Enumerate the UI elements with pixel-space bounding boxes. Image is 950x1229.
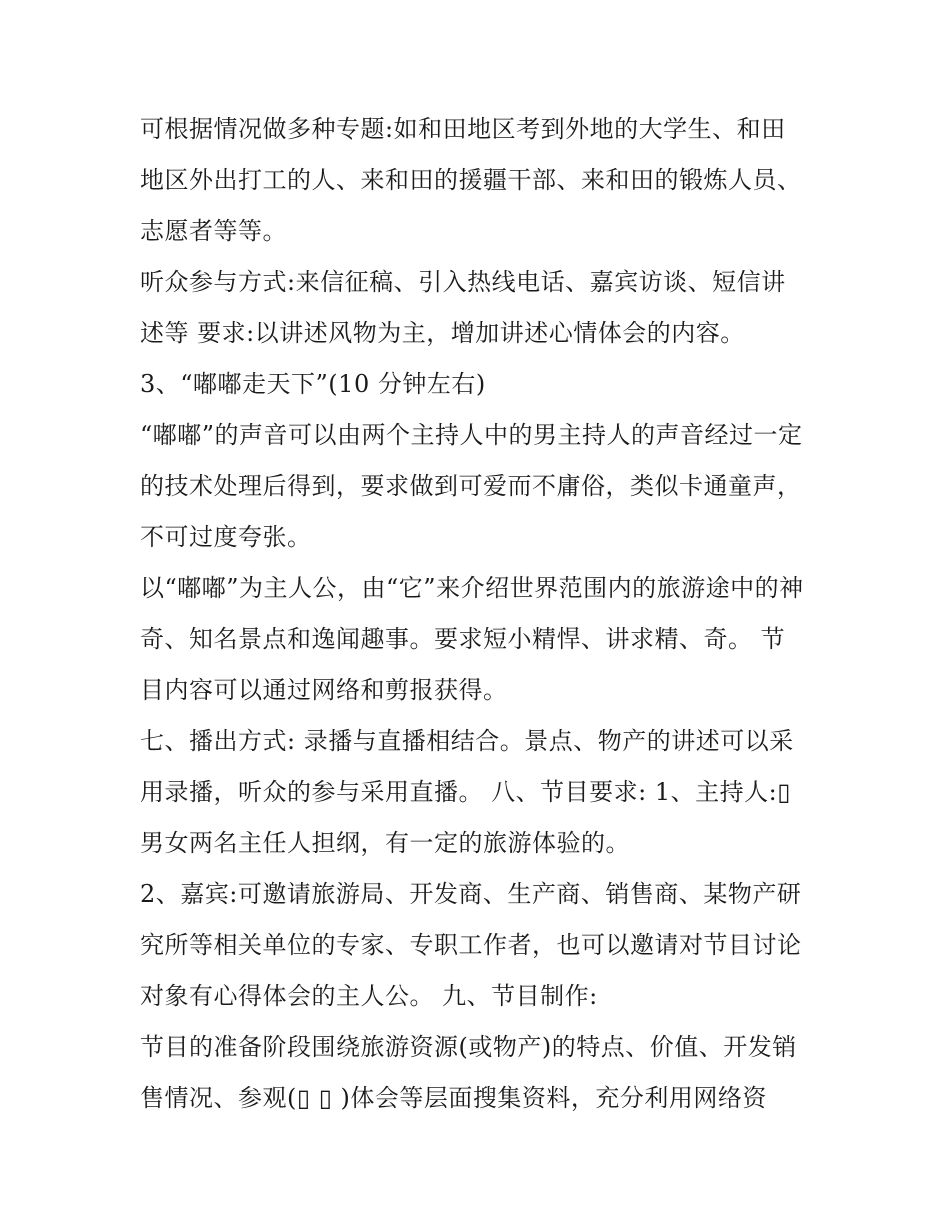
text-line-12: 目内容可以通过网络和剪报获得。 [140, 676, 508, 704]
text-line-9: 不可过度夸张。 [140, 523, 312, 551]
text-line-17: 究所等相关单位的专家、专职工作者，也可以邀请对节目讨论 [140, 931, 802, 959]
text-line-8: 的技术处理后得到，要求做到可爱而不庸俗，类似卡通童声， [140, 472, 802, 500]
text-line-19: 节目的准备阶段围绕旅游资源(或物产)的特点、价值、开发销 [140, 1033, 797, 1061]
text-line-6: 3、“嘟嘟走天下”(10 分钟左右) [140, 370, 486, 398]
text-line-14: 用录播，听众的参与采用直播。 八、节目要求: 1、主持人:▯ [140, 778, 791, 806]
document-body [140, 104, 820, 1124]
text-line-3: 志愿者等等。 [140, 217, 287, 245]
text-line-7: “嘟嘟”的声音可以由两个主持人中的男主持人的声音经过一定 [140, 421, 803, 449]
text-line-18: 对象有心得体会的主人公。 九、节目制作: [140, 982, 598, 1010]
text-line-10: 以“嘟嘟”为主人公，由“它”来介绍世界范围内的旅游途中的神 [140, 574, 804, 602]
text-line-13: 七、播出方式: 录播与直播相结合。景点、物产的讲述可以采 [140, 727, 794, 755]
text-line-16: 2、嘉宾:可邀请旅游局、开发商、生产商、销售商、某物产研 [140, 880, 802, 908]
text-line-2: 地区外出打工的人、来和田的援疆干部、来和田的锻炼人员、 [140, 166, 802, 194]
text-line-20: 售情况、参观(▯ ▯ )体会等层面搜集资料，充分利用网络资 [140, 1084, 767, 1112]
text-line-4: 听众参与方式:来信征稿、引入热线电话、嘉宾访谈、短信讲 [140, 268, 786, 296]
text-line-5: 述等 要求:以讲述风物为主，增加讲述心情体会的内容。 [140, 319, 745, 347]
text-line-15: 男女两名主任人担纲，有一定的旅游体验的。 [140, 829, 630, 857]
text-line-11: 奇、知名景点和逸闻趣事。要求短小精悍、讲求精、奇。 节 [140, 625, 786, 653]
text-line-1: 可根据情况做多种专题:如和田地区考到外地的大学生、和田 [140, 115, 786, 143]
